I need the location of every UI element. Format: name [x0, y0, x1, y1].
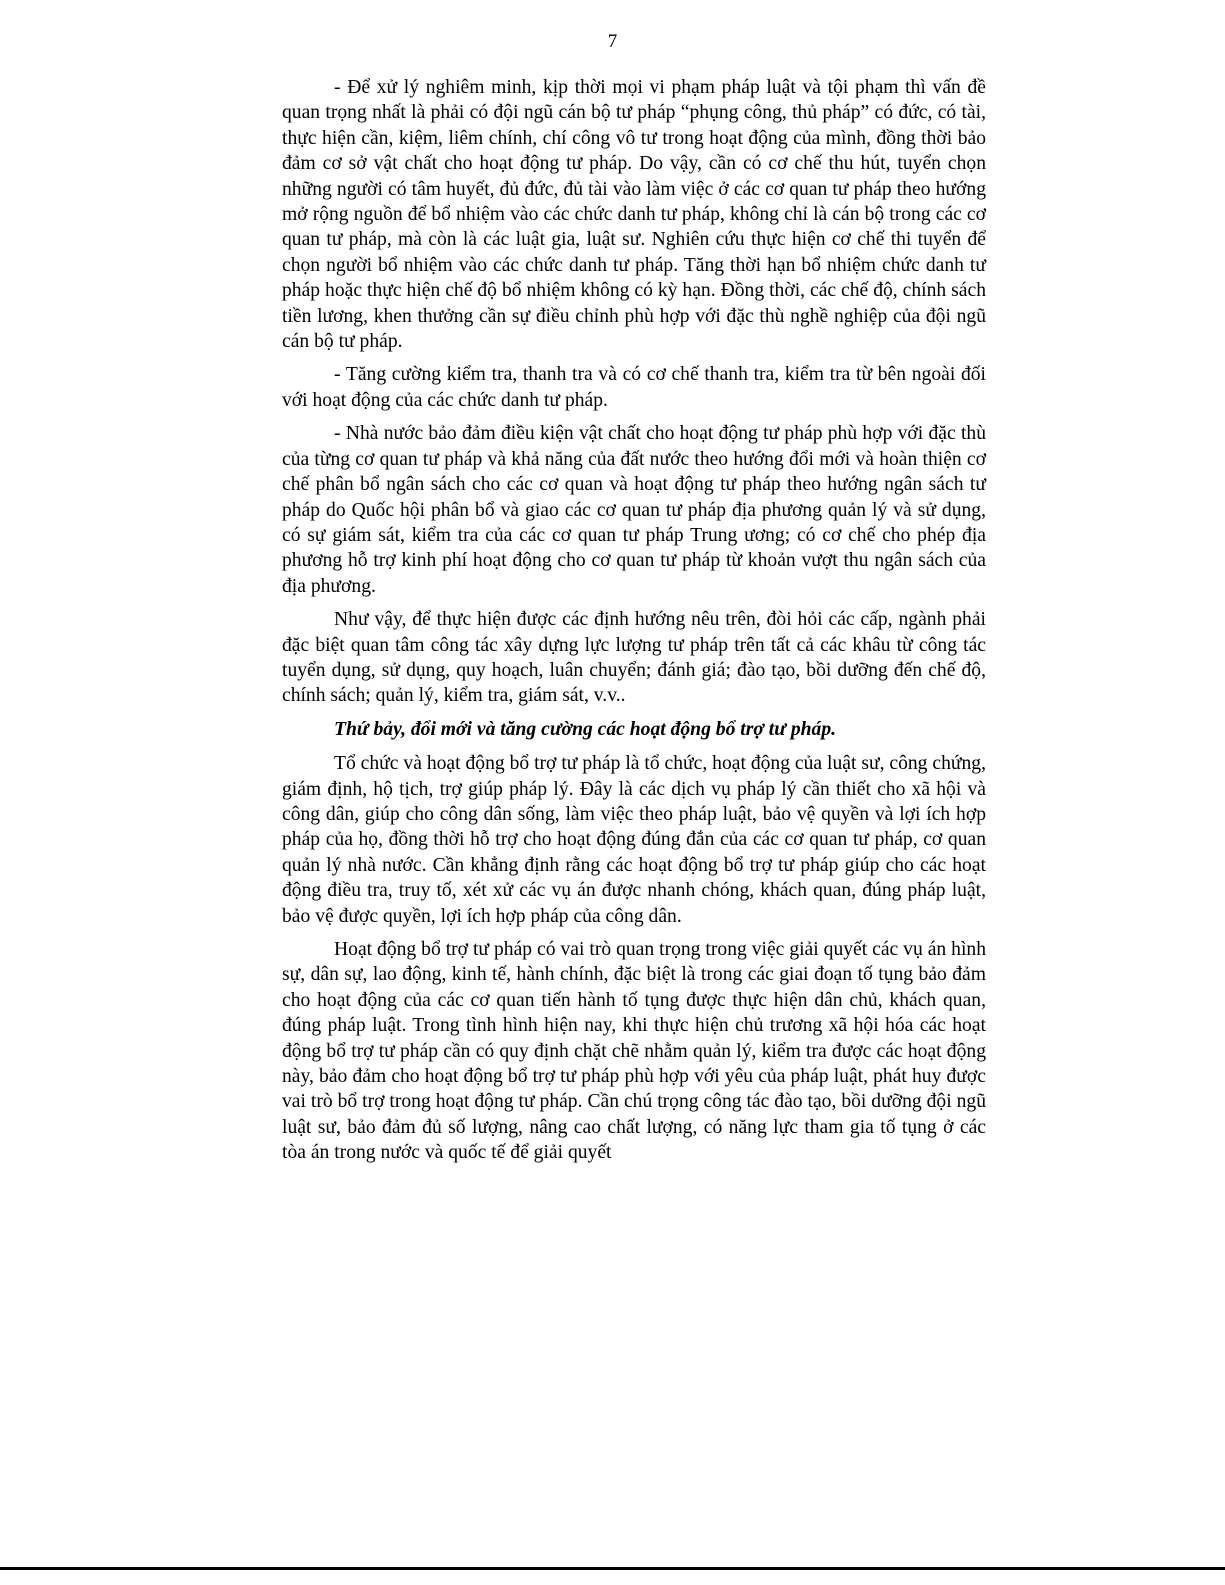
paragraph-support-role: Hoạt động bổ trợ tư pháp có vai trò quan trọng trong việc giải quyết các vụ án hình sự, dân sự, lao động, kinh tế, hành chính, đặc biệt là trong các giai đoạn tố tụng bảo đảm cho hoạt động của các cơ quan tiến hành tố tụng được thực hiện dân chủ, khách quan, đúng pháp luật. Trong tình hình hiện nay, khi thực hiện chủ trương xã hội hóa các hoạt động bổ trợ tư pháp cần có quy định chặt chẽ nhằm quản lý, kiểm tra được các hoạt động này, bảo đảm cho hoạt động bổ trợ tư pháp phù hợp với yêu của pháp luật, phát huy được vai trò bổ trợ trong hoạt động tư pháp. Cần chú trọng công tác đào tạo, bồi dưỡng đội ngũ luật sư, bảo đảm đủ số lượng, nâng cao chất lượng, có năng lực tham gia tố tụng ở các tòa án trong nước và quốc tế để giải quyết [282, 939, 986, 1164]
document-body [282, 75, 986, 1174]
paragraph-material-conditions: - Nhà nước bảo đảm điều kiện vật chất cho hoạt động tư pháp phù hợp với đặc thù của từng cơ quan tư pháp và khả năng của đất nước theo hướng đổi mới và hoàn thiện cơ chế phân bổ ngân sách cho các cơ quan và hoạt động tư pháp theo hướng ngân sách tư pháp do Quốc hội phân bổ và giao các cơ quan tư pháp địa phương quản lý và sử dụng, có sự giám sát, kiểm tra của các cơ quan tư pháp Trung ương; có cơ chế cho phép địa phương hỗ trợ kinh phí hoạt động cho cơ quan tư pháp từ khoản vượt thu ngân sách của địa phương. [282, 423, 986, 597]
section-heading: Thứ bảy, đổi mới và tăng cường các hoạt động bổ trợ tư pháp. [334, 718, 837, 740]
paragraph-judicial-staff: - Để xử lý nghiêm minh, kịp thời mọi vi phạm pháp luật và tội phạm thì vấn đề quan trọng nhất là phải có đội ngũ cán bộ tư pháp “phụng công, thủ pháp” có đức, có tài, thực hiện cần, kiệm, liêm chính, chí công vô tư trong hoạt động của mình, đồng thời bảo đảm cơ sở vật chất cho hoạt động tư pháp. Do vậy, cần có cơ chế thu hút, tuyển chọn những người có tâm huyết, đủ đức, đủ tài vào làm việc ở các cơ quan tư pháp theo hướng mở rộng nguồn để bổ nhiệm vào các chức danh tư pháp, không chỉ là cán bộ trong các cơ quan tư pháp, mà còn là các luật gia, luật sư. Nghiên cứu thực hiện cơ chế thi tuyển để chọn người bổ nhiệm vào các chức danh tư pháp. Tăng thời hạn bổ nhiệm chức danh tư pháp hoặc thực hiện chế độ bổ nhiệm không có kỳ hạn. Đồng thời, các chế độ, chính sách tiền lương, khen thưởng cần sự điều chỉnh phù hợp với đặc thù nghề nghiệp của đội ngũ cán bộ tư pháp. [282, 77, 986, 353]
page-number: 7 [607, 31, 618, 52]
paragraph-inspection: - Tăng cường kiểm tra, thanh tra và có cơ chế thanh tra, kiểm tra từ bên ngoài đối với hoạt động của các chức danh tư pháp. [282, 364, 986, 411]
page-bottom-border [0, 1567, 1225, 1570]
paragraph-summary: Như vậy, để thực hiện được các định hướng nêu trên, đòi hỏi các cấp, ngành phải đặc biệt quan tâm công tác xây dựng lực lượng tư pháp trên tất cả các khâu từ công tác tuyển dụng, sử dụng, quy hoạch, luân chuyển; đánh giá; đào tạo, bồi dưỡng đến chế độ, chính sách; quản lý, kiểm tra, giám sát, v.v.. [282, 609, 986, 707]
paragraph-support-organization: Tổ chức và hoạt động bổ trợ tư pháp là tổ chức, hoạt động của luật sư, công chứng, giám định, hộ tịch, trợ giúp pháp lý. Đây là các dịch vụ pháp lý cần thiết cho xã hội và công dân, giúp cho công dân sống, làm việc theo pháp luật, bảo vệ quyền và lợi ích hợp pháp của họ, đồng thời hỗ trợ cho hoạt động đúng đắn của các cơ quan tư pháp, cơ quan quản lý nhà nước. Cần khẳng định rằng các hoạt động bổ trợ tư pháp giúp cho các hoạt động điều tra, truy tố, xét xử các vụ án được nhanh chóng, khách quan, đúng pháp luật, bảo vệ được quyền, lợi ích hợp pháp của công dân. [282, 753, 986, 927]
